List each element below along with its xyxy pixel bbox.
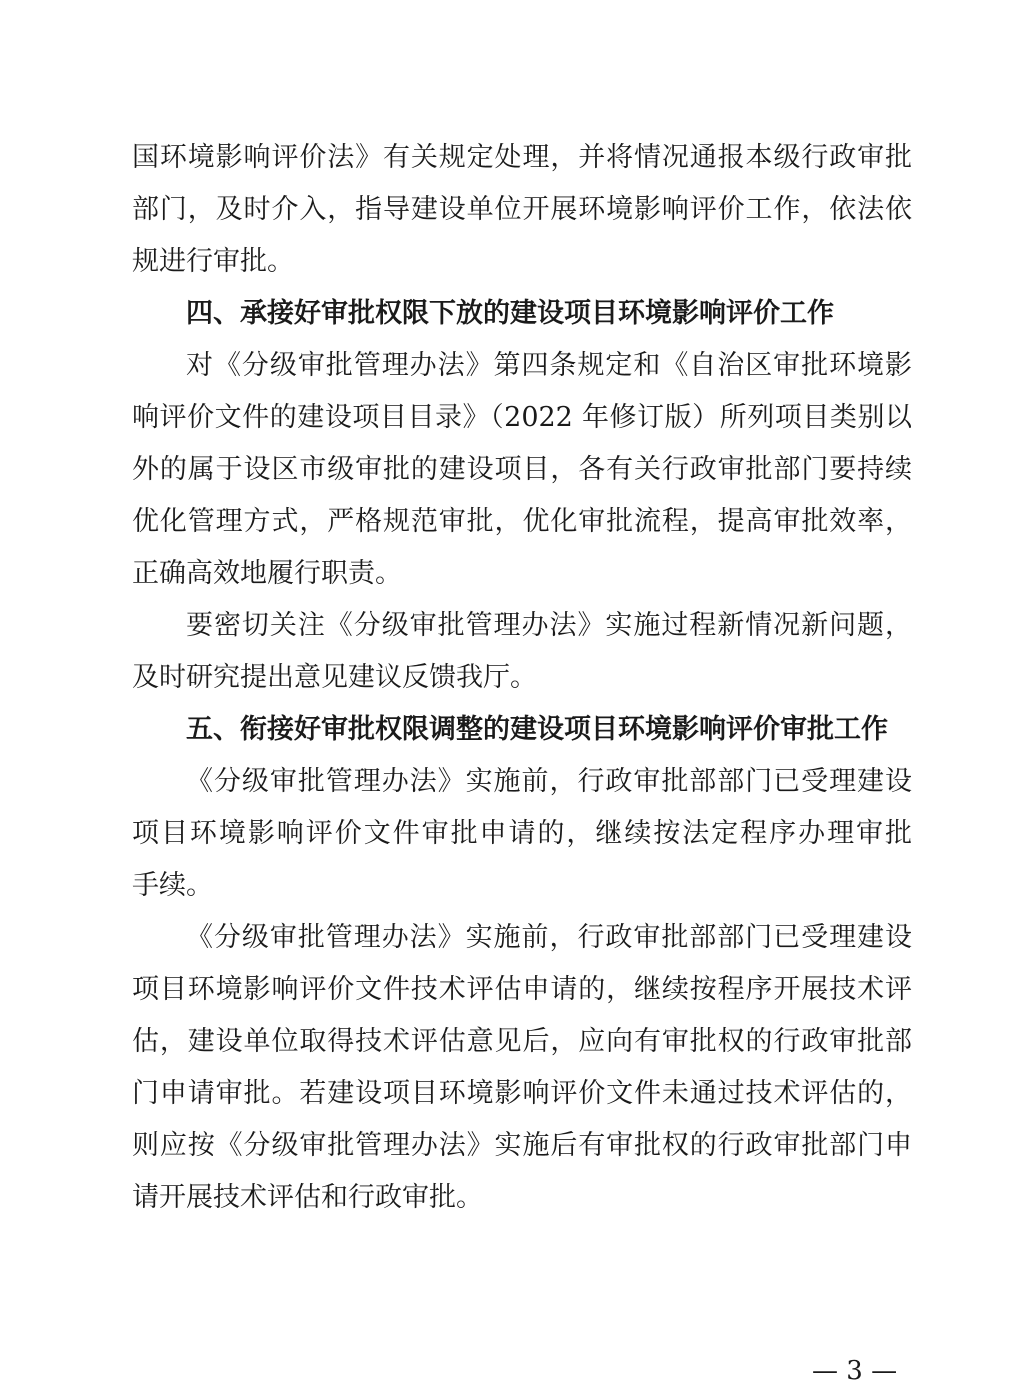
section-heading	[132, 288, 912, 340]
text-line: 请开展技术评估和行政审批。	[132, 1182, 483, 1213]
text-line: 项目环境影响评价文件技术评估申请的，继续按程序开展技术评	[132, 974, 912, 1005]
body-paragraph	[132, 912, 912, 1224]
text-line: 正确高效地履行职责。	[132, 558, 402, 589]
text-line: 门申请审批。若建设项目环境影响评价文件未通过技术评估的，	[132, 1078, 912, 1109]
text-line: 对《分级审批管理办法》第四条规定和《自治区审批环境影	[186, 350, 912, 381]
body-paragraph	[132, 756, 912, 912]
text-line: 要密切关注《分级审批管理办法》实施过程新情况新问题，	[186, 610, 912, 641]
body-paragraph	[132, 340, 912, 600]
text-line: 估，建设单位取得技术评估意见后，应向有审批权的行政审批部	[132, 1026, 912, 1057]
page-number: — 3 —	[812, 1356, 898, 1386]
text-line: 项目环境影响评价文件审批申请的，继续按法定程序办理审批	[132, 818, 912, 849]
text-line: 及时研究提出意见建议反馈我厅。	[132, 662, 537, 693]
text-line: 则应按《分级审批管理办法》实施后有审批权的行政审批部门申	[132, 1130, 912, 1161]
text-line: 规进行审批。	[132, 246, 294, 277]
body-paragraph	[132, 600, 912, 704]
text-line: 优化管理方式，严格规范审批，优化审批流程，提高审批效率，	[132, 506, 912, 537]
text-line: 手续。	[132, 870, 213, 901]
text-line: 响评价文件的建设项目目录》（2022 年修订版）所列项目类别以	[132, 402, 912, 433]
text-line: 国环境影响评价法》有关规定处理，并将情况通报本级行政审批	[132, 142, 912, 173]
body-paragraph	[132, 132, 912, 288]
heading-line: 四、承接好审批权限下放的建设项目环境影响评价工作	[186, 298, 834, 329]
document-body	[132, 132, 912, 1224]
text-line: 《分级审批管理办法》实施前，行政审批部部门已受理建设	[186, 766, 912, 797]
text-line: 部门，及时介入，指导建设单位开展环境影响评价工作，依法依	[132, 194, 912, 225]
text-line: 《分级审批管理办法》实施前，行政审批部部门已受理建设	[186, 922, 912, 953]
section-heading	[132, 704, 912, 756]
text-line: 外的属于设区市级审批的建设项目，各有关行政审批部门要持续	[132, 454, 912, 485]
heading-line: 五、衔接好审批权限调整的建设项目环境影响评价审批工作	[186, 714, 888, 745]
